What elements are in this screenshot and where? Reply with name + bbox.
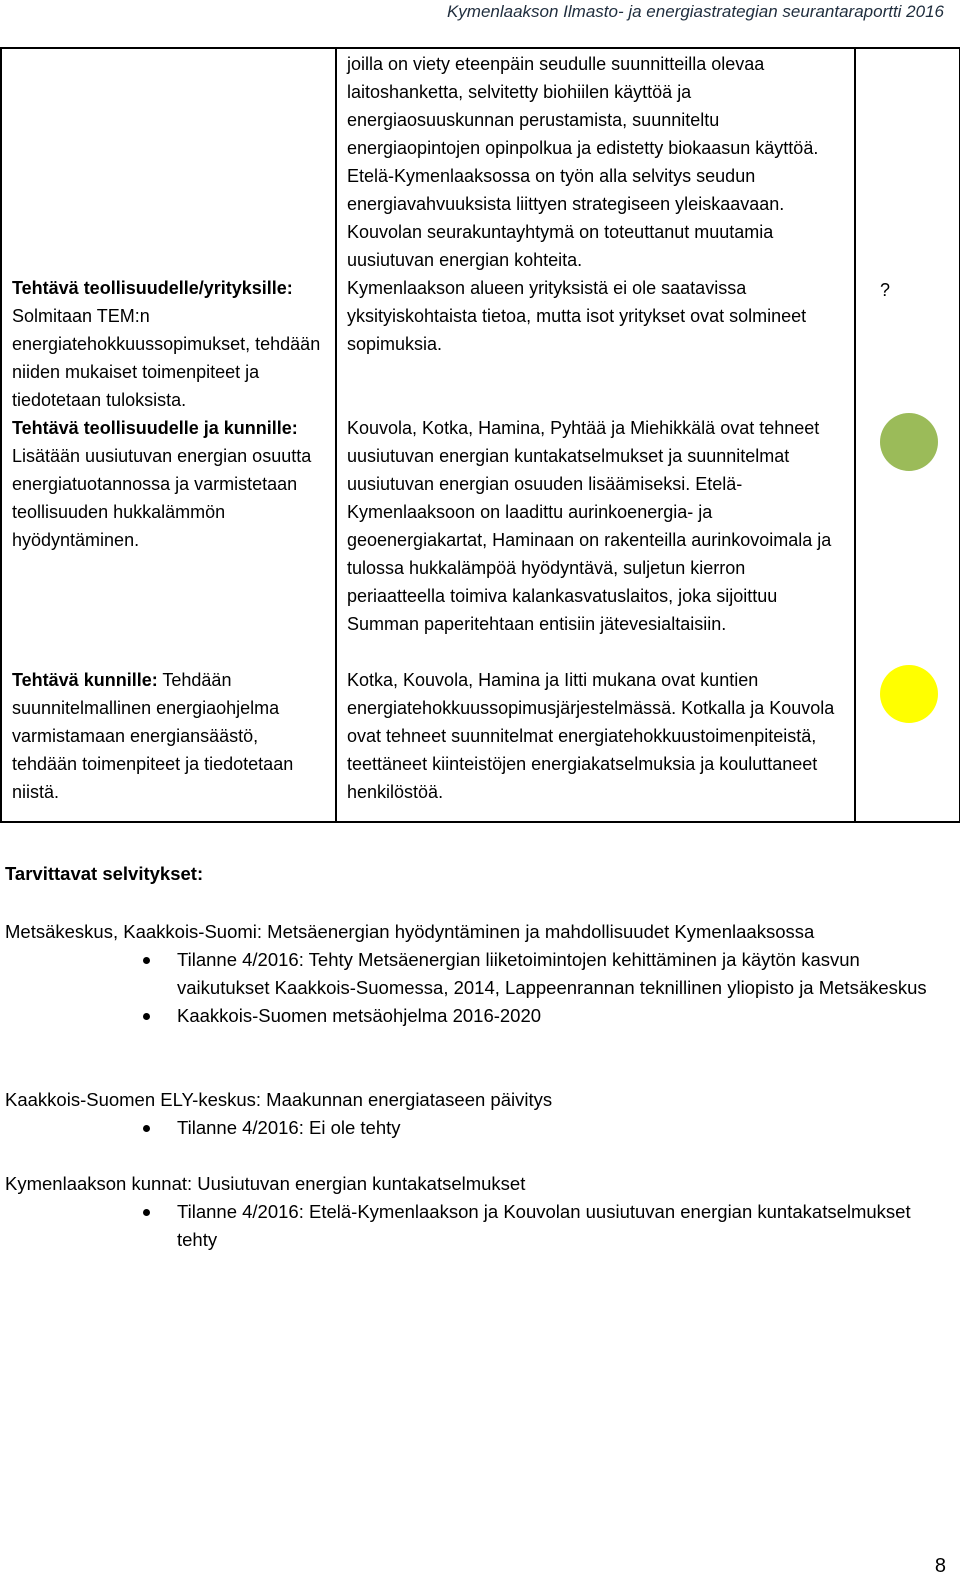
task-label: Tehtävä teollisuudelle ja kunnille: (12, 418, 298, 438)
requirement-forest-energy (5, 918, 950, 1030)
table-row (1, 48, 960, 822)
status-unknown: ? (880, 280, 891, 300)
task-industry-agreements (12, 274, 327, 414)
status-column (855, 48, 960, 822)
progress-column (336, 48, 855, 822)
requirement-title: Metsäkeskus, Kaakkois-Suomi: Metsäenergian hyödyntäminen ja mahdollisuudet Kymenlaaksossa (5, 921, 815, 942)
task-status-table (0, 47, 960, 823)
list-item: Tilanne 4/2016: Ei ole tehty (5, 1114, 950, 1142)
progress-text: Kotka, Kouvola, Hamina ja Iitti mukana ovat kuntien energiatehokkuussopimusjärjestelmässä. Kotkalla ja Kouvola ovat tehneet suunnitelmat energiatehokkuustoimenpiteistä, teettäneet kiinteistöjen energiakatselmuksia ja kouluttaneet henkilöstöä. (347, 670, 835, 802)
requirement-title: Kaakkois-Suomen ELY-keskus: Maakunnan energiataseen päivitys (5, 1089, 553, 1110)
requirement-municipal-audits (5, 1170, 950, 1254)
status-green-circle (880, 413, 938, 471)
task-municipal-energy-program (12, 666, 327, 806)
progress-text: Kymenlaakson alueen yrityksistä ei ole saatavissa yksityiskohtaista tietoa, mutta isot yritykset ovat solmineet sopimuksia. (347, 278, 807, 354)
bullet-list (5, 1114, 950, 1142)
progress-text: Kouvola, Kotka, Hamina, Pyhtää ja Miehikkälä ovat tehneet uusiutuvan energian kuntakatselmukset ja suunnitelmat uusiutuvan energian osuuden lisäämiseksi. Etelä-Kymenlaaksoon on laadittu aurinkoenergia- ja geoenergiakartat, Haminaan on rakenteilla aurinkovoimala ja tulossa hukkalämpöä hyödyntävä, suljetun kierron periaatteella toimiva kalankasvatuslaitos, joka sijoittuu Summan paperitehtaan entisiin jätevesialtaisiin. (347, 418, 832, 634)
task-text: Tehdään suunnitelmallinen energiaohjelma varmistamaan energiansäästö, tehdään toimenpiteet ja tiedotetaan niistä. (12, 670, 294, 802)
bullet-list (5, 1198, 950, 1254)
task-label: Tehtävä teollisuudelle/yrityksille: (12, 278, 293, 298)
task-label: Tehtävä kunnille: (12, 670, 158, 690)
list-item: Kaakkois-Suomen metsäohjelma 2016-2020 (5, 1002, 950, 1030)
page-number: 8 (934, 1555, 946, 1577)
section-heading: Tarvittavat selvitykset: (5, 863, 204, 884)
task-renewable-energy (12, 414, 327, 554)
task-text: Lisätään uusiutuvan energian osuutta energiatuotannossa ja varmistetaan teollisuuden hukkalämmön hyödyntäminen. (12, 446, 312, 550)
task-text: Solmitaan TEM:n energiatehokkuussopimukset, tehdään niiden mukaiset toimenpiteet ja tiedotetaan tuloksista. (12, 306, 321, 410)
running-header: Kymenlaakson Ilmasto- ja energiastrategian seurantaraportti 2016 (446, 2, 944, 21)
bullet-list (5, 946, 950, 1030)
status-yellow-circle (880, 665, 938, 723)
list-item: Tilanne 4/2016: Tehty Metsäenergian liiketoimintojen kehittäminen ja käytön kasvun vaikutukset Kaakkois-Suomessa, 2014, Lappeenrannan teknillinen yliopisto ja Metsäkeskus (5, 946, 950, 1002)
requirement-energy-balance (5, 1086, 950, 1142)
task-column (1, 48, 336, 822)
requirement-title: Kymenlaakson kunnat: Uusiutuvan energian kuntakatselmukset (5, 1173, 526, 1194)
progress-text: joilla on viety eteenpäin seudulle suunnitteilla olevaa laitoshanketta, selvitetty biohiilen käyttöä ja energiaosuuskunnan perustamista, suunniteltu energiaopintojen opinpolkua ja edistetty biokaasun käyttöä. Etelä-Kymenlaaksossa on työn alla selvitys seudun energiavahvuuksista liittyen strategiseen yleiskaavaan. Kouvolan seurakuntayhtymä on toteuttanut muutamia uusiutuvan energian kohteita. (347, 54, 819, 270)
list-item: Tilanne 4/2016: Etelä-Kymenlaakson ja Kouvolan uusiutuvan energian kuntakatselmukset tehty (5, 1198, 950, 1254)
